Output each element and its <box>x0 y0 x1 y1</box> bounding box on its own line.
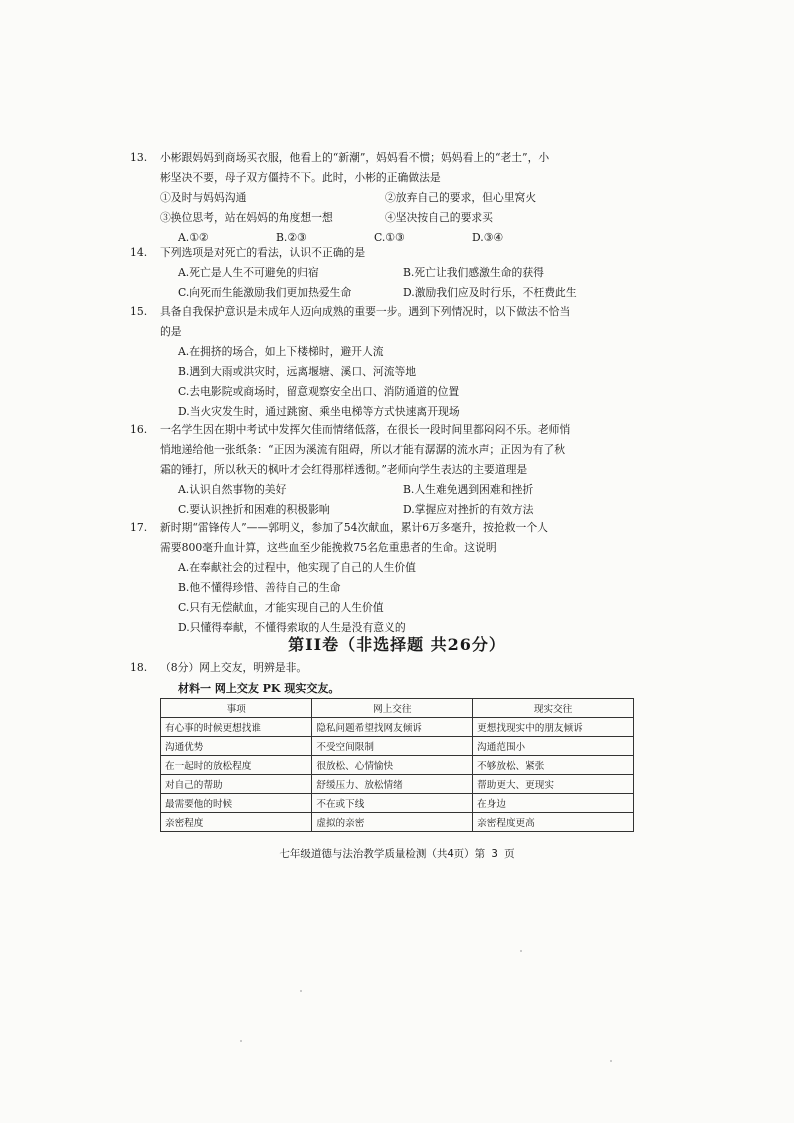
choice-b: B.②③ <box>276 231 307 244</box>
table-cell: 在一起时的放松程度 <box>161 756 312 775</box>
choice-d: D.激励我们应及时行乐，不枉费此生 <box>403 286 577 299</box>
scan-speck <box>300 990 302 992</box>
statement-4: ④坚决按自己的要求买 <box>385 211 493 224</box>
question-stem: 小彬跟妈妈到商场买衣服，他看上的“新潮”，妈妈看不惯；妈妈看上的“老土”，小 <box>160 151 550 164</box>
choice-a: A.在拥挤的场合，如上下楼梯时，避开人流 <box>178 345 384 358</box>
question-stem-cont: 需要800毫升血计算，这些血至少能挽救75名危重患者的生命。这说明 <box>160 541 497 554</box>
table-cell: 不够放松、紧张 <box>473 756 634 775</box>
choice-d: D.③④ <box>472 231 504 244</box>
choice-a: A.认识自然事物的美好 <box>178 483 287 496</box>
scan-speck <box>520 950 522 952</box>
page-footer: 七年级道德与法治教学质量检测（共4页）第 3 页 <box>279 848 515 860</box>
question-number: 15. <box>130 305 148 318</box>
question-13 <box>130 148 650 248</box>
question-stem-cont: 悄地递给他一张纸条：“正因为溪流有阻碍，所以才能有潺潺的流水声；正因为有了秋 <box>160 443 566 456</box>
choice-a: A.①② <box>178 231 209 244</box>
table-cell: 帮助更大、更现实 <box>473 775 634 794</box>
choice-b: B.遇到大雨或洪灾时，远离堰塘、溪口、河流等地 <box>178 365 417 378</box>
table-cell: 不在或下线 <box>312 794 473 813</box>
question-number: 18. <box>130 661 148 674</box>
table-cell: 舒缓压力、放松情绪 <box>312 775 473 794</box>
table-row <box>161 775 634 794</box>
statement-1: ①及时与妈妈沟通 <box>160 191 247 204</box>
choice-c: C.要认识挫折和困难的积极影响 <box>178 503 330 516</box>
choice-a: A.死亡是人生不可避免的归宿 <box>178 266 319 279</box>
question-stem: 新时期“雷锋传人”——郭明义，参加了54次献血，累计6万多毫升，按抢救一个人 <box>160 521 548 534</box>
table-row <box>161 794 634 813</box>
table-cell: 很放松、心情愉快 <box>312 756 473 775</box>
question-number: 16. <box>130 423 148 436</box>
question-number: 14. <box>130 246 148 259</box>
question-stem-cont: 霜的锤打，所以秋天的枫叶才会红得那样透彻。”老师向学生表达的主要道理是 <box>160 463 528 476</box>
table-cell: 有心事的时候更想找谁 <box>161 718 312 737</box>
table-cell: 虚拟的亲密 <box>312 813 473 832</box>
section-title: 第II卷（非选择题 共26分） <box>288 635 506 654</box>
table-row <box>161 718 634 737</box>
column-header: 网上交往 <box>312 699 473 718</box>
question-number: 17. <box>130 521 148 534</box>
table-cell: 更想找现实中的朋友倾诉 <box>473 718 634 737</box>
question-stem: （8分）网上交友，明辨是非。 <box>160 661 308 674</box>
question-14 <box>130 243 650 303</box>
choice-a: A.在奉献社会的过程中，他实现了自己的人生价值 <box>178 561 416 574</box>
table-cell: 沟通范围小 <box>473 737 634 756</box>
table-cell: 亲密程度更高 <box>473 813 634 832</box>
table-cell: 对自己的帮助 <box>161 775 312 794</box>
table-row <box>161 737 634 756</box>
question-stem: 下列选项是对死亡的看法，认识不正确的是 <box>160 246 366 259</box>
question-17 <box>130 518 650 638</box>
material-title: 材料一 网上交友 PK 现实交友。 <box>178 682 340 695</box>
table-cell: 不受空间限制 <box>312 737 473 756</box>
statement-2: ②放弃自己的要求，但心里窝火 <box>385 191 537 204</box>
choice-d: D.只懂得奉献，不懂得索取的人生是没有意义的 <box>178 621 406 634</box>
column-header: 事项 <box>161 699 312 718</box>
scan-speck <box>240 1040 242 1042</box>
choice-b: B.死亡让我们感激生命的获得 <box>403 266 544 279</box>
question-stem-cont: 彬坚决不要，母子双方僵持不下。此时，小彬的正确做法是 <box>160 171 441 184</box>
choice-b: B.人生难免遇到困难和挫折 <box>403 483 534 496</box>
table-cell: 最需要他的时候 <box>161 794 312 813</box>
question-18 <box>130 658 650 678</box>
choice-c: C.①③ <box>374 231 405 244</box>
choice-c: C.只有无偿献血，才能实现自己的人生价值 <box>178 601 384 614</box>
column-header: 现实交往 <box>473 699 634 718</box>
table-cell: 在身边 <box>473 794 634 813</box>
question-16 <box>130 420 650 520</box>
choice-c: C.向死而生能激励我们更加热爱生命 <box>178 286 352 299</box>
table-row <box>161 813 634 832</box>
table-cell: 隐私问题希望找网友倾诉 <box>312 718 473 737</box>
statement-3: ③换位思考，站在妈妈的角度想一想 <box>160 211 333 224</box>
choice-d: D.掌握应对挫折的有效方法 <box>403 503 534 516</box>
scan-speck <box>610 1060 612 1062</box>
choice-c: C.去电影院或商场时，留意观察安全出口、消防通道的位置 <box>178 385 460 398</box>
table-cell: 沟通优势 <box>161 737 312 756</box>
choice-d: D.当火灾发生时，通过跳窗、乘坐电梯等方式快速离开现场 <box>178 405 460 418</box>
table-row <box>161 756 634 775</box>
choice-b: B.他不懂得珍惜、善待自己的生命 <box>178 581 341 594</box>
question-15 <box>130 302 650 422</box>
question-stem-cont: 的是 <box>160 325 182 338</box>
question-stem: 具备自我保护意识是未成年人迈向成熟的重要一步。遇到下列情况时，以下做法不恰当 <box>160 305 571 318</box>
question-number: 13. <box>130 151 148 164</box>
question-stem: 一名学生因在期中考试中发挥欠佳而情绪低落，在很长一段时间里都闷闷不乐。老师悄 <box>160 423 571 436</box>
table-header-row <box>161 699 634 718</box>
table-cell: 亲密程度 <box>161 813 312 832</box>
comparison-table <box>160 698 634 832</box>
